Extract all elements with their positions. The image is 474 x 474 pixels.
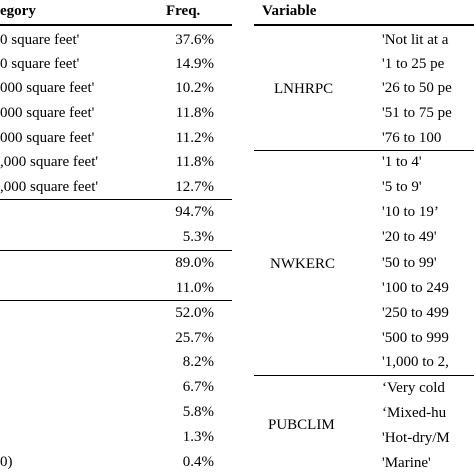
left-row-category: 000 square feet': [0, 105, 95, 121]
left-row-freq: 89.0%: [175, 255, 214, 271]
left-row-freq: 6.7%: [182, 379, 214, 395]
variable-value: '5 to 9': [382, 179, 422, 195]
right-header-variable: Variable: [262, 3, 317, 19]
right-header-rule: [254, 24, 474, 26]
left-row-freq: 11.8%: [175, 105, 214, 121]
left-row-freq: 11.0%: [175, 280, 214, 296]
left-row-freq: 94.7%: [175, 204, 214, 220]
left-row-freq: 1.3%: [182, 429, 214, 445]
variable-name: NWKERC: [270, 256, 335, 272]
left-row-freq: 25.7%: [175, 330, 214, 346]
left-row-category: 000 square feet': [0, 130, 95, 146]
left-group-divider: [0, 300, 232, 301]
left-header-category: egory: [0, 3, 36, 19]
variable-name: LNHRPC: [274, 81, 334, 97]
variable-value: '50 to 99': [382, 255, 437, 271]
left-row-freq: 8.2%: [182, 354, 214, 370]
variable-value: '500 to 999: [382, 330, 449, 346]
variable-value: '100 to 249: [382, 280, 449, 296]
left-group-divider: [0, 199, 232, 200]
right-group-divider: [254, 150, 474, 151]
left-row-freq: 5.8%: [182, 404, 214, 420]
left-row-freq: 37.6%: [175, 32, 214, 48]
left-row-freq: 0.4%: [182, 454, 214, 470]
variable-value: '26 to 50 pe: [382, 80, 452, 96]
left-row-category: ,000 square feet': [0, 154, 99, 170]
variable-value: '10 to 19’: [382, 204, 439, 220]
left-row-category: 0 square feet': [0, 32, 80, 48]
variable-value: 'Hot-dry/M: [382, 430, 450, 446]
left-row-freq: 10.2%: [175, 80, 214, 96]
variable-name: PUBCLIM: [268, 417, 335, 433]
variable-value: '1 to 25 pe: [382, 56, 445, 72]
variable-value: '76 to 100: [382, 130, 442, 146]
left-row-freq: 12.7%: [175, 179, 214, 195]
left-header-rule: [0, 24, 232, 26]
variable-value: '250 to 499: [382, 305, 449, 321]
left-group-divider: [0, 250, 232, 251]
left-row-freq: 14.9%: [175, 56, 214, 72]
left-row-category: 0 square feet': [0, 56, 80, 72]
right-group-divider: [254, 375, 474, 376]
variable-value: '20 to 49': [382, 229, 437, 245]
left-row-category: ,000 square feet': [0, 179, 99, 195]
left-row-freq: 11.2%: [175, 130, 214, 146]
variable-value: ‘Very cold: [382, 380, 445, 396]
left-header-freq: Freq.: [166, 3, 201, 19]
left-row-category: 0): [0, 454, 13, 470]
left-row-category: 000 square feet': [0, 80, 95, 96]
variable-value: '1,000 to 2,: [382, 354, 449, 370]
variable-value: '51 to 75 pe: [382, 105, 452, 121]
left-row-freq: 11.8%: [175, 154, 214, 170]
variable-value: ‘Mixed-hu: [382, 405, 447, 421]
variable-value: 'Not lit at a: [382, 32, 449, 48]
left-row-freq: 52.0%: [175, 305, 214, 321]
variable-value: 'Marine': [382, 455, 431, 471]
left-row-freq: 5.3%: [182, 229, 214, 245]
variable-value: '1 to 4': [382, 154, 422, 170]
